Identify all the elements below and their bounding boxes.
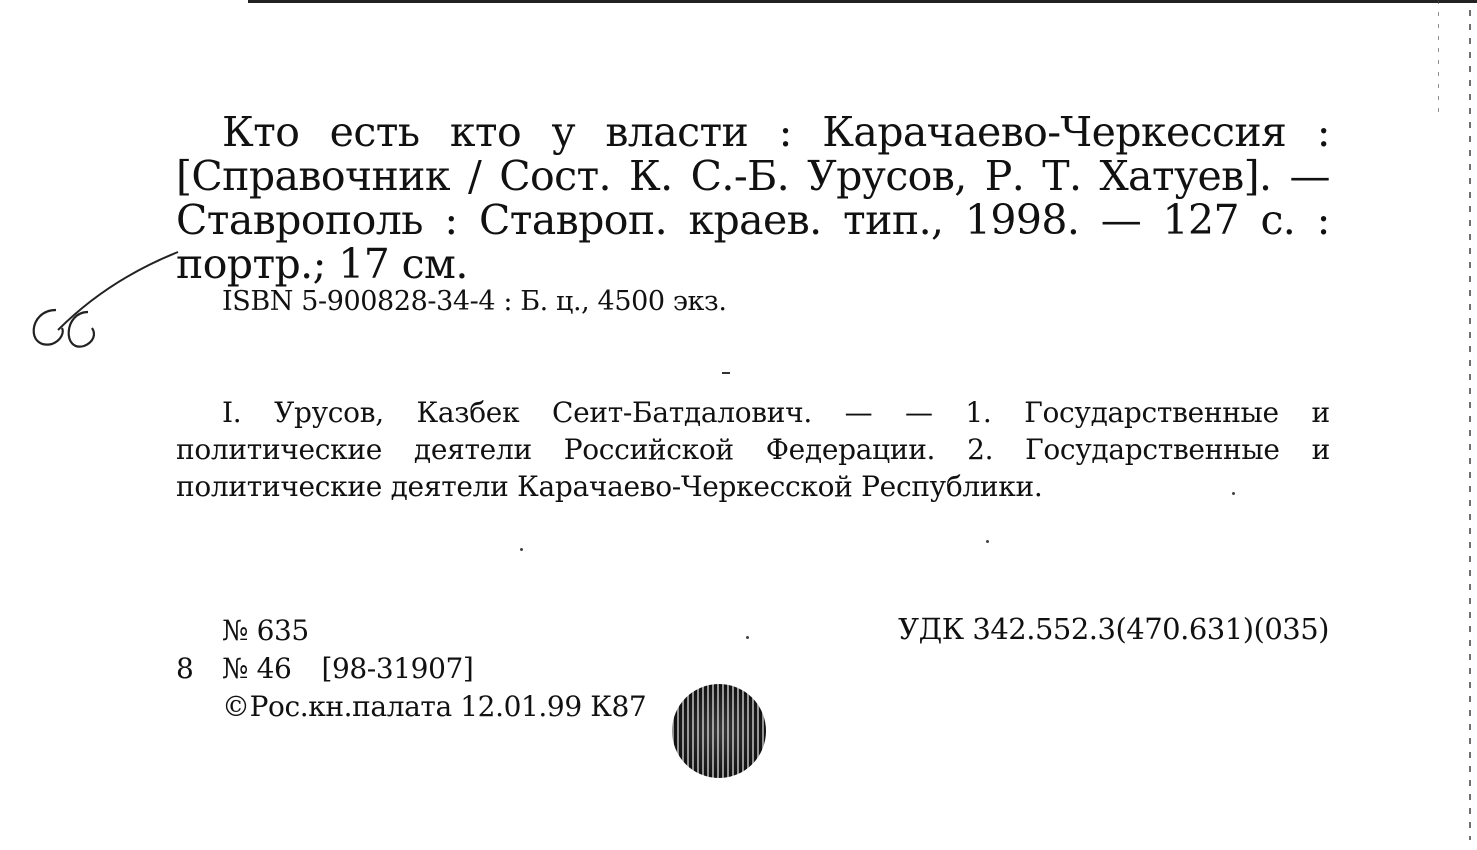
scan-speck	[520, 548, 523, 551]
entry-line-1	[176, 110, 1330, 154]
isbn-line: ISBN 5-900828-34-4 : Б. ц., 4500 экз.	[222, 286, 727, 317]
tracing-word: и	[1311, 396, 1330, 429]
card-punch-hole	[672, 684, 766, 778]
entry-word: краев.	[688, 196, 822, 244]
tracing-line-3	[176, 468, 1330, 505]
top-edge-rule	[248, 0, 1477, 3]
entry-word: :	[1316, 196, 1330, 244]
scan-speck	[986, 540, 989, 543]
tracing-line-2	[176, 431, 1330, 468]
right-edge-scan-noise	[1469, 10, 1471, 840]
entry-word: 127	[1162, 196, 1239, 244]
entry-word: /	[467, 152, 482, 200]
entry-word: [Справочник	[176, 152, 450, 200]
entry-word: Ставрополь	[176, 196, 423, 244]
tracing-line-1	[176, 394, 1330, 431]
card-footer-left	[176, 612, 646, 726]
entry-word: К.	[629, 152, 673, 200]
record-number-row	[176, 612, 646, 650]
entry-word: —	[1100, 196, 1142, 244]
entry-word: С.-Б.	[690, 152, 790, 200]
entry-word: тип.,	[843, 196, 944, 244]
scan-speck	[746, 636, 749, 639]
entry-word: Сост.	[499, 152, 611, 200]
issue-row	[176, 650, 646, 688]
tracing-word: —	[844, 396, 873, 429]
entry-word: Ставроп.	[478, 196, 668, 244]
right-edge-scan-noise-2	[1438, 0, 1439, 120]
tracing-word: и	[1311, 433, 1330, 466]
tracing-word: —	[905, 396, 933, 429]
issue-number: № 46	[222, 652, 292, 685]
entry-line-2	[176, 154, 1330, 198]
tracing-word: Казбек	[416, 396, 520, 429]
tracing-word: I.	[222, 396, 242, 429]
tracing-word: 2.	[967, 433, 994, 466]
entry-line-4	[176, 242, 1330, 286]
entry-word: 1998.	[964, 196, 1080, 244]
tracing-word: Урусов,	[274, 396, 384, 429]
tracing-word: Российской	[563, 433, 734, 466]
tracing-word: Государственные	[1024, 396, 1279, 429]
separator-mark	[722, 372, 730, 374]
prefix-number: 8	[176, 652, 194, 685]
entry-word: есть	[329, 108, 420, 156]
entry-word: Кто	[222, 108, 300, 156]
entry-word: кто	[449, 108, 522, 156]
tracing-word: деятели	[413, 433, 532, 466]
tracing-word: политические деятели Карачаево-Черкесской Республики.	[176, 470, 1043, 503]
entry-line-3	[176, 198, 1330, 242]
entry-word: :	[444, 196, 458, 244]
entry-word: власти	[605, 108, 749, 156]
entry-word: :	[778, 108, 792, 156]
registration-number: [98-31907]	[321, 652, 474, 685]
tracings-block	[176, 394, 1330, 505]
entry-word: с.	[1260, 196, 1296, 244]
copyright-line: ©Рос.кн.палата 12.01.99 К87	[222, 690, 647, 723]
entry-word: Р.	[984, 152, 1025, 200]
entry-word: Урусов,	[807, 152, 967, 200]
entry-word: Хатуев].	[1099, 152, 1272, 200]
tracing-word: 1.	[965, 396, 992, 429]
entry-word: :	[1316, 108, 1330, 156]
entry-word: портр.; 17 см.	[176, 240, 468, 288]
entry-word: Карачаево-Черкессия	[822, 108, 1287, 156]
copyright-row	[176, 688, 646, 726]
tracing-word: Федерации.	[765, 433, 936, 466]
tracing-word: политические	[176, 433, 383, 466]
entry-word: Т.	[1042, 152, 1082, 200]
tracing-word: Сеит-Батдалович.	[551, 396, 812, 429]
scan-speck	[1232, 492, 1235, 495]
entry-word: у	[551, 108, 575, 156]
record-number: № 635	[222, 614, 309, 647]
entry-word: —	[1289, 152, 1330, 200]
bibliographic-entry	[176, 110, 1330, 286]
udk-classification: УДК 342.552.3(470.631)(035)	[898, 612, 1329, 646]
tracing-word: Государственные	[1025, 433, 1280, 466]
handwritten-mark	[18, 240, 188, 370]
